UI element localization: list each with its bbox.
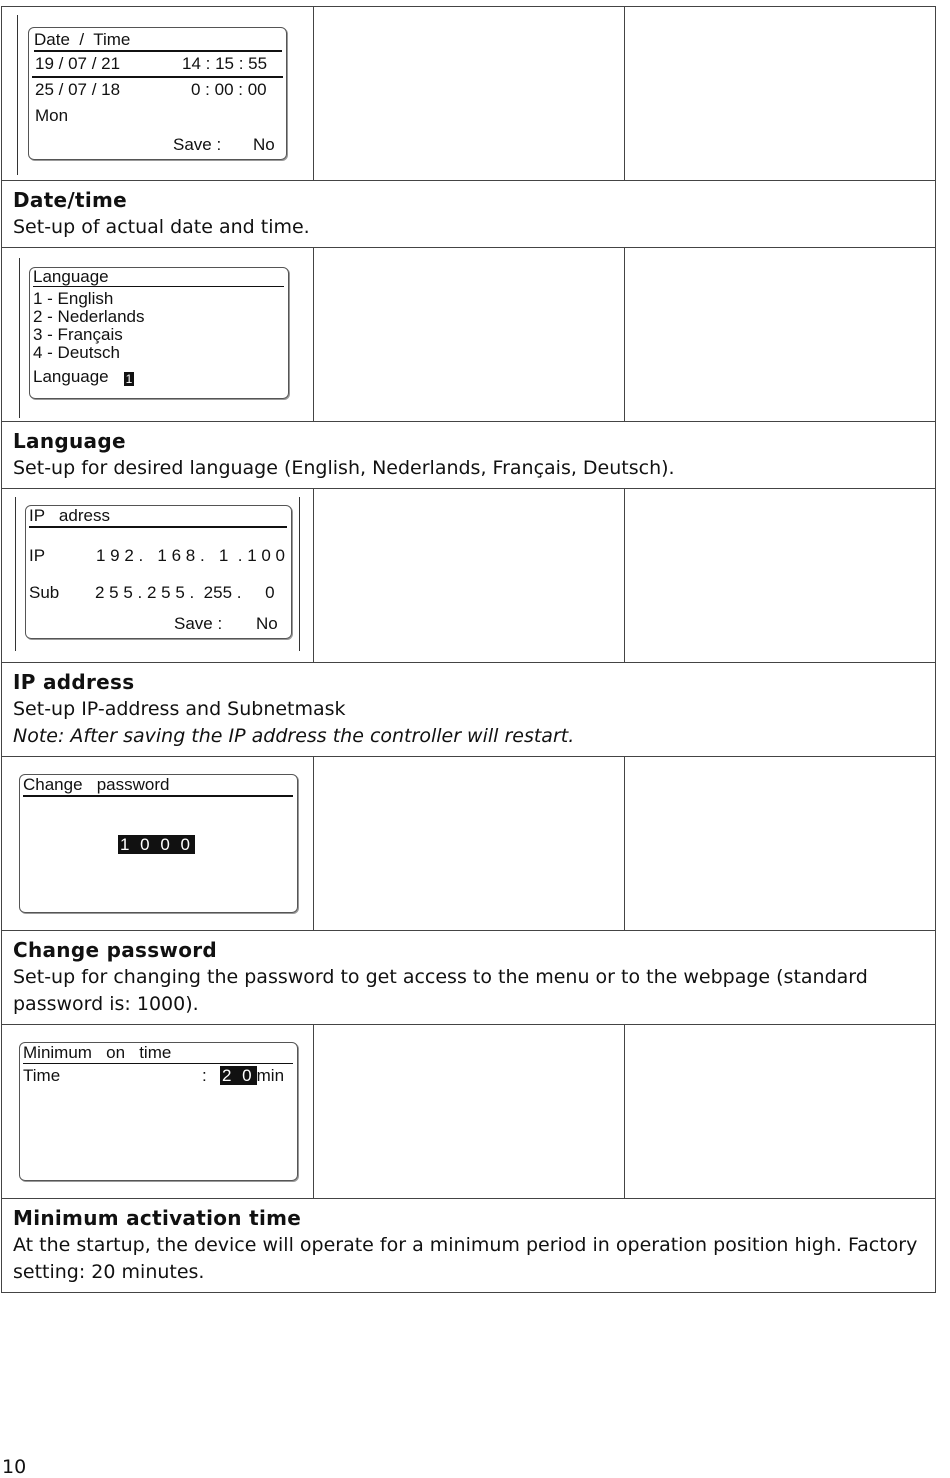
lcd-side-bar: [17, 15, 18, 175]
section-ip: [2, 663, 936, 757]
desc-row-password: [2, 931, 936, 1025]
save-value: No: [256, 614, 278, 633]
screen-cell-language: [2, 248, 314, 422]
empty-cell: [625, 757, 936, 931]
section-note: Note: After saving the IP address the controller will restart.: [13, 725, 575, 747]
lcd-header: Date / Time: [34, 30, 282, 52]
lcd-header: Language: [33, 268, 284, 287]
time-edit-value: 0 : 00 : 00: [191, 80, 267, 99]
section-text: At the startup, the device will operate for a minimum period in operation position high. Factory setting: 20 minutes.: [13, 1234, 918, 1283]
section-title: Date/time: [13, 188, 128, 212]
date-value: 19 / 07 / 21: [35, 54, 121, 73]
save-label: Save :: [173, 135, 222, 154]
screen-cell-min-on-time: [2, 1025, 314, 1199]
section-min-on-time: [2, 1199, 936, 1293]
lcd-side-bar: [15, 497, 16, 651]
section-language: [2, 422, 936, 489]
lcd-side-bar: [299, 497, 300, 651]
lcd-min-on-time: [19, 1042, 298, 1181]
page-number: 10: [2, 1456, 27, 1478]
empty-cell: [314, 1025, 625, 1199]
empty-cell: [625, 7, 936, 181]
screen-row-datetime: [2, 7, 936, 181]
ip-label: IP: [29, 546, 46, 565]
lcd-side-bar: [19, 258, 20, 418]
section-datetime: [2, 181, 936, 248]
desc-row-min-on-time: [2, 1199, 936, 1293]
empty-cell: [314, 757, 625, 931]
screen-row-language: [2, 248, 936, 422]
password-field: 1 0 0 0: [120, 835, 193, 854]
language-option-3: 3 - Français: [33, 325, 123, 344]
password-value: [118, 835, 195, 855]
ip-value: 1 9 2 . 1 6 8 . 1 . 1 0 0: [96, 546, 286, 565]
time-value: [220, 1066, 284, 1086]
lcd-header: Minimum on time: [23, 1043, 293, 1064]
time-field: 2 0: [222, 1066, 255, 1085]
lcd-separator: [32, 76, 283, 78]
language-cursor: 1: [125, 372, 133, 386]
time-colon: :: [202, 1066, 207, 1085]
empty-cell: [314, 7, 625, 181]
lcd-datetime: [28, 27, 287, 160]
language-option-4: 4 - Deutsch: [33, 343, 120, 362]
section-title: Change password: [13, 938, 218, 962]
desc-row-datetime: [2, 181, 936, 248]
language-option-2: 2 - Nederlands: [33, 307, 145, 326]
lcd-header: IP adress: [29, 506, 287, 528]
section-title: Minimum activation time: [13, 1206, 302, 1230]
empty-cell: [625, 489, 936, 663]
section-text: Set-up of actual date and time.: [13, 216, 310, 238]
save-label: Save :: [174, 614, 223, 633]
manual-table: [1, 6, 936, 1293]
time-unit: min: [256, 1066, 285, 1085]
subnet-value: 2 5 5 . 2 5 5 . 255 . 0: [95, 583, 275, 602]
desc-row-language: [2, 422, 936, 489]
section-title: IP address: [13, 670, 135, 694]
desc-row-ip: [2, 663, 936, 757]
empty-cell: [625, 248, 936, 422]
screen-row-min-on-time: [2, 1025, 936, 1199]
section-title: Language: [13, 429, 126, 453]
language-option-1: 1 - English: [33, 289, 114, 308]
screen-cell-ip: [2, 489, 314, 663]
day-value: Mon: [35, 106, 69, 125]
screen-row-password: [2, 757, 936, 931]
lcd-ip: [25, 505, 292, 639]
section-text: Set-up for desired language (English, Nederlands, Français, Deutsch).: [13, 457, 675, 479]
lcd-language: [29, 267, 289, 399]
date-edit-value: 25 / 07 / 18: [35, 80, 121, 99]
subnet-label: Sub: [29, 583, 60, 602]
section-password: [2, 931, 936, 1025]
section-text: Set-up for changing the password to get access to the menu or to the webpage (standard password is: 1000).: [13, 966, 868, 1015]
screen-cell-datetime: [2, 7, 314, 181]
time-value: 14 : 15 : 55: [182, 54, 268, 73]
empty-cell: [314, 489, 625, 663]
screen-row-ip: [2, 489, 936, 663]
lcd-header: Change password: [23, 775, 293, 797]
lcd-password: [19, 774, 298, 913]
screen-cell-password: [2, 757, 314, 931]
language-prompt-value: [124, 368, 134, 386]
save-value: No: [253, 135, 275, 154]
empty-cell: [314, 248, 625, 422]
section-text: Set-up IP-address and Subnetmask: [13, 698, 346, 720]
empty-cell: [625, 1025, 936, 1199]
language-prompt-label: Language: [33, 367, 109, 386]
time-label: Time: [23, 1066, 61, 1085]
